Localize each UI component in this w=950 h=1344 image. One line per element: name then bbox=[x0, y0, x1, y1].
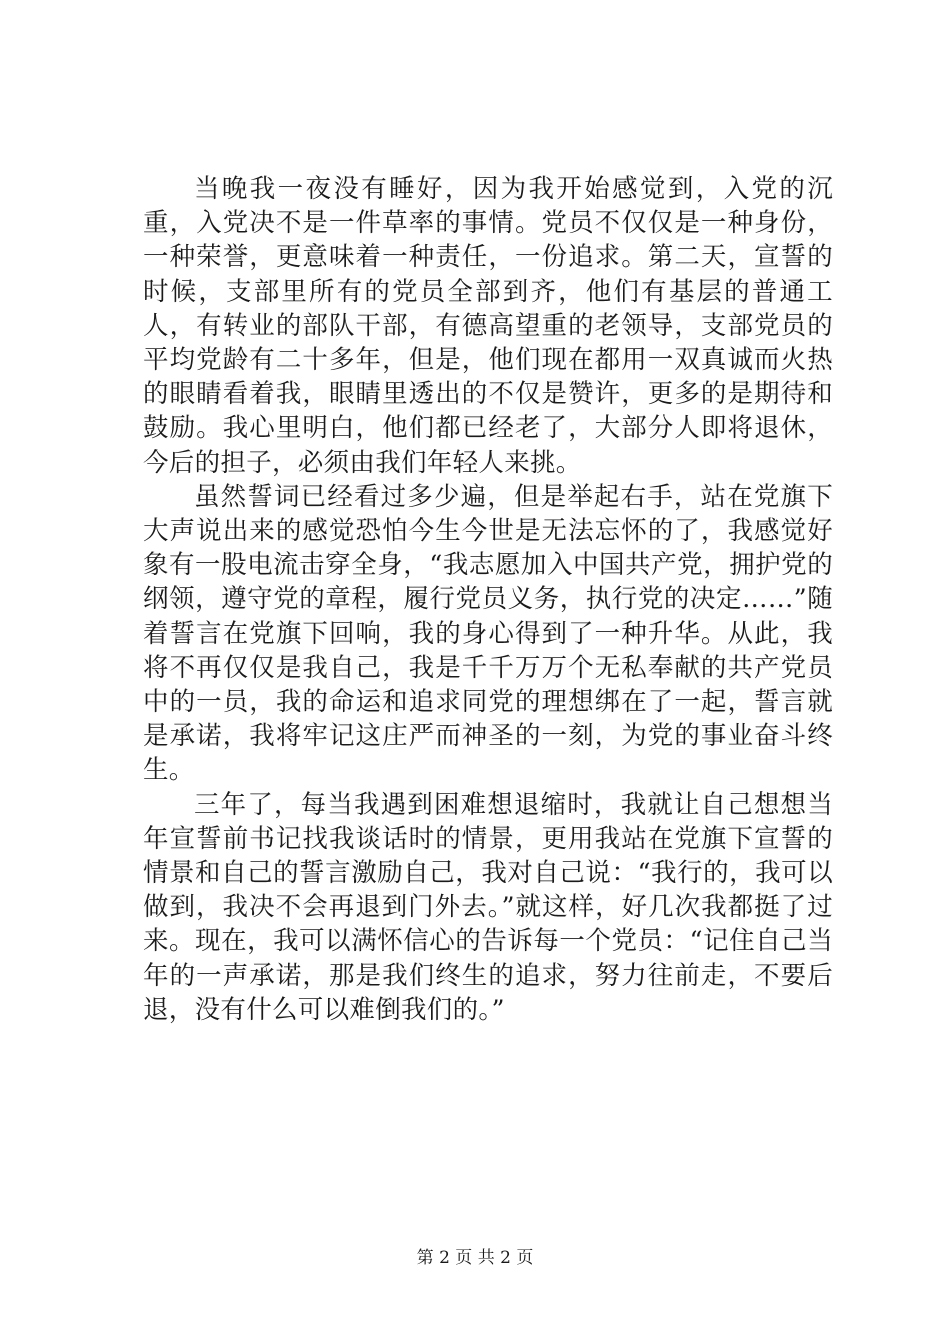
paragraph-3: 三年了，每当我遇到困难想退缩时，我就让自己想想当年宣誓前书记找我谈话时的情景，更用我站在党旗下宣誓的情景和自己的誓言激励自己，我对自己说：“我行的，我可以做到，我决不会再退到门外去。”就这样，好几次我都挺了过来。现在，我可以满怀信心的告诉每一个党员：“记住自己当年的一声承诺，那是我们终生的追求，努力往前走，不要后退，没有什么可以难倒我们的。” bbox=[143, 789, 833, 1025]
paragraph-1: 当晚我一夜没有睡好，因为我开始感觉到，入党的沉重，入党决不是一件草率的事情。党员不仅仅是一种身份，一种荣誉，更意味着一种责任，一份追求。第二天，宣誓的时候，支部里所有的党员全部到齐，他们有基层的普通工人，有转业的部队干部，有德高望重的老领导，支部党员的平均党龄有二十多年，但是，他们现在都用一双真诚而火热的眼睛看着我，眼睛里透出的不仅是赞许，更多的是期待和鼓励。我心里明白，他们都已经老了，大部分人即将退休，今后的担子，必须由我们年轻人来挑。 bbox=[143, 174, 833, 478]
page-footer: 第 2 页 共 2 页 bbox=[416, 1248, 534, 1268]
document-body bbox=[143, 172, 833, 1027]
paragraph-2: 虽然誓词已经看过多少遍，但是举起右手，站在党旗下大声说出来的感觉恐怕今生今世是无法忘怀的了，我感觉好象有一股电流击穿全身，“我志愿加入中国共产党，拥护党的纲领，遵守党的章程，履行党员义务，执行党的决定……”随着誓言在党旗下回响，我的身心得到了一种升华。从此，我将不再仅仅是我自己，我是千千万万个无私奉献的共产党员中的一员，我的命运和追求同党的理想绑在了一起，誓言就是承诺，我将牢记这庄严而神圣的一刻，为党的事业奋斗终生。 bbox=[143, 481, 833, 786]
